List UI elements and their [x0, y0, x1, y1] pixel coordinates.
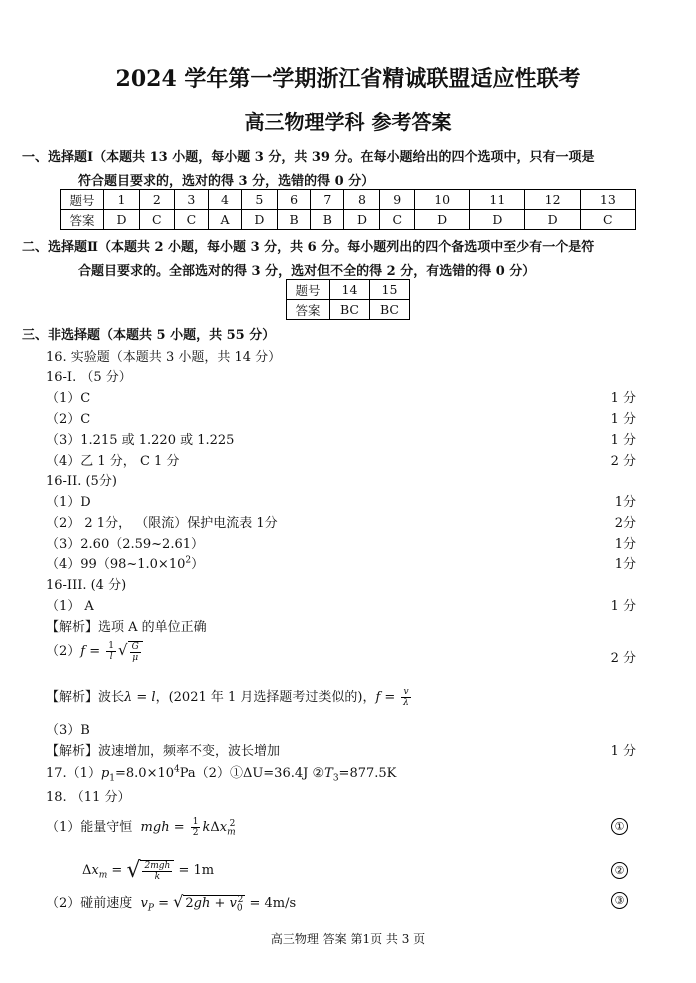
q16-3-item2: （2）f = $\frac{1}{l}$ √ $\frac{G}{\mu}$ [46, 640, 143, 663]
q18-title: 18. （11 分） [46, 790, 131, 805]
section1-heading-line2: 符合题目要求的，选对的得 3 分，选错的得 0 分） [78, 174, 375, 189]
q16-3-item3: （3）B [46, 723, 90, 738]
q18-line1: （1）能量守恒 mgh = $\frac{1}{2}$ kΔx$_m^2$ [46, 817, 236, 838]
q16-3-item1: （1） A [46, 599, 94, 614]
q16-3-analysis1: 【解析】选项 A 的单位正确 [46, 620, 207, 635]
q16-intro: 16. 实验题（本题共 3 小题，共 14 分） [46, 350, 282, 365]
table-answer-label: 答案 [61, 210, 104, 230]
answer-cell: B [311, 210, 344, 230]
q18-line2: $\Delta x_m$ = √ $\frac{\text{2mgh}}{k}$ = 1m [82, 858, 215, 883]
q16-2-score: 1分 [614, 495, 636, 510]
answer-cell: C [174, 210, 209, 230]
section2-answer-table [286, 279, 410, 320]
q18-mark-1: ① [611, 818, 628, 835]
page-title: 2024 学年第一学期浙江省精诚联盟适应性联考 [115, 66, 581, 92]
section3-heading: 三、非选择题（本题共 5 小题，共 55 分） [22, 328, 276, 343]
q16-2-item: （1）D [46, 495, 91, 510]
answer-cell: B [277, 210, 310, 230]
answer-cell: D [415, 210, 470, 230]
q16-3-score: 1 分 [610, 599, 636, 614]
q16-2-score: 1分 [614, 537, 636, 552]
question-number-cell: 15 [370, 280, 410, 300]
answer-cell: BC [370, 300, 410, 320]
q16-part2-title: 16-II. (5分) [46, 474, 117, 489]
q18-mark-3: ③ [611, 892, 628, 909]
q18-line3: （2）碰前速度 $v_P$ = √ $2gh + v_0^2 = 4m/s$ [46, 892, 297, 914]
table-header-label: 题号 [61, 190, 104, 210]
question-number-cell: 5 [241, 190, 277, 210]
q17-answer: $17.(1)p_1=8.0\times 10^4Pa(2)①\Delta U=36.4J$ $②T_3=877.5K$ [46, 764, 397, 784]
q16-3-score: 2 分 [610, 651, 636, 666]
q16-2-item: （2） 2 1分， （限流）保护电流表 1分 [46, 516, 278, 531]
section2-heading-line1: 二、选择题Ⅱ（本题共 2 小题，每小题 3 分，共 6 分。每小题列出的四个备选项中至少有一个是符 [22, 240, 595, 255]
q16-1-score: 1 分 [610, 391, 636, 406]
answer-cell: D [470, 210, 525, 230]
question-number-cell: 9 [380, 190, 415, 210]
answer-cell: D [104, 210, 140, 230]
q18-mark-2: ② [611, 862, 628, 879]
q16-1-item: （2）C [46, 412, 91, 427]
page-subtitle: 高三物理学科 参考答案 [244, 110, 452, 134]
section2-heading-line2: 合题目要求的。全部选对的得 3 分，选对但不全的得 2 分，有选错的得 0 分） [78, 264, 536, 279]
q16-1-item: （3）1.215 或 1.220 或 1.225 [46, 433, 235, 448]
q16-3-analysis2: 【解析】波长λ = l，(2021 年 1 月选择题考过类似的)，f = $\frac{v}{\lambda}$ [46, 687, 409, 708]
answer-cell: C [140, 210, 175, 230]
answer-cell: D [525, 210, 580, 230]
page-footer: 高三物理 答案 第1页 共 3 页 [270, 932, 426, 946]
answer-cell: A [209, 210, 242, 230]
q16-3-analysis3: 【解析】波速增加，频率不变，波长增加 [46, 744, 281, 759]
question-number-cell: 7 [311, 190, 344, 210]
table-header-label: 题号 [287, 280, 330, 300]
question-number-cell: 2 [140, 190, 175, 210]
q16-1-item: （4）乙 1 分， C 1 分 [46, 454, 180, 469]
q16-2-score: 1分 [614, 557, 636, 572]
question-number-cell: 1 [104, 190, 140, 210]
section1-heading-line1: 一、选择题Ⅰ（本题共 13 小题，每小题 3 分，共 39 分。在每小题给出的四个选项中，只有一项是 [22, 150, 595, 165]
q16-2-item: （3）2.60（2.59~2.61） [46, 537, 204, 552]
answer-cell: D [241, 210, 277, 230]
question-number-cell: 14 [330, 280, 370, 300]
question-number-cell: 13 [580, 190, 635, 210]
q16-1-item: （1）C [46, 391, 91, 406]
section1-answer-table [60, 189, 636, 230]
answer-cell: C [580, 210, 635, 230]
question-number-cell: 3 [174, 190, 209, 210]
q16-1-score: 2 分 [610, 454, 636, 469]
answer-cell: BC [330, 300, 370, 320]
q16-1-score: 1 分 [610, 412, 636, 427]
q16-1-score: 1 分 [610, 433, 636, 448]
question-number-cell: 8 [344, 190, 380, 210]
table-answer-label: 答案 [287, 300, 330, 320]
answer-cell: D [344, 210, 380, 230]
answer-cell: C [380, 210, 415, 230]
q16-3-score: 1 分 [610, 744, 636, 759]
question-number-cell: 6 [277, 190, 310, 210]
q16-2-item4: $(4)99(98\sim 1.0\times 10^2)$ [46, 555, 205, 572]
question-number-cell: 10 [415, 190, 470, 210]
question-number-cell: 12 [525, 190, 580, 210]
q16-2-score: 2分 [614, 516, 636, 531]
q16-part1-title: 16-I. （5 分） [46, 370, 132, 385]
question-number-cell: 11 [470, 190, 525, 210]
question-number-cell: 4 [209, 190, 242, 210]
q16-part3-title: 16-III. (4 分) [46, 578, 127, 593]
